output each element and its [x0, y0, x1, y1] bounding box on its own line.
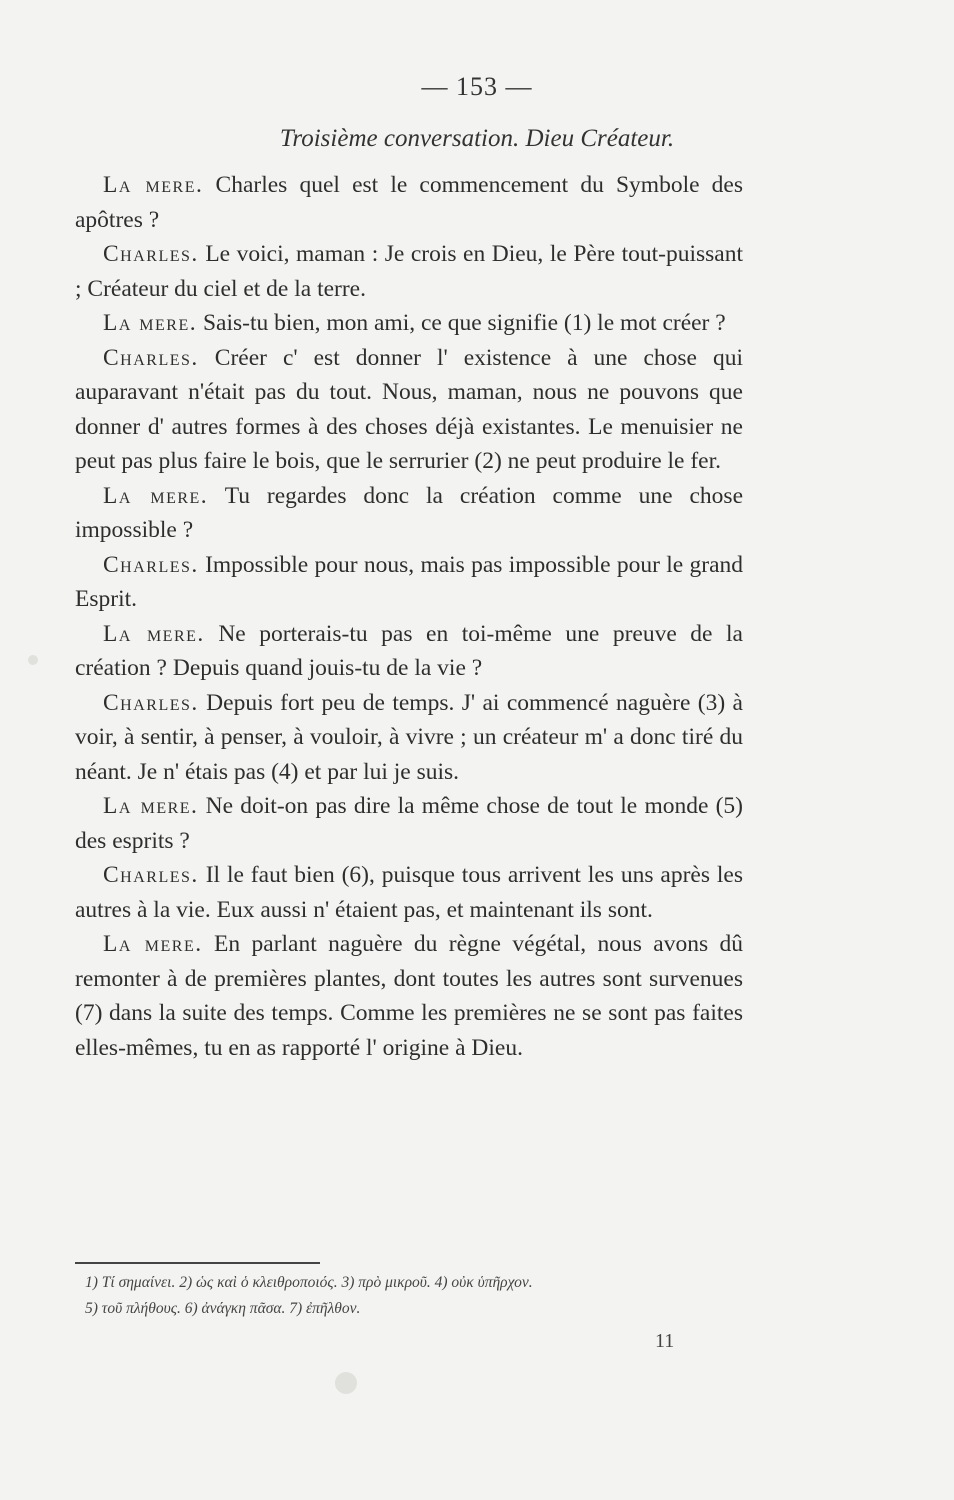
- ink-spot: [28, 655, 38, 665]
- dialogue-paragraph: [75, 168, 743, 237]
- speaker-name: Charles.: [103, 241, 199, 267]
- paragraph-text: Le voici, maman : Je crois en Dieu, le Père tout-puissant ; Créateur du ciel et de la terre.: [75, 241, 744, 302]
- paragraph-text: Depuis fort peu de temps. J' ai commencé naguère (3) à voir, à sentir, à penser, à vouloir, à vivre ; un créateur m' a donc tiré du néant. Je n' étais pas (4) et par lui je suis.: [75, 689, 743, 785]
- signature-mark: 11: [655, 1330, 675, 1352]
- paragraph-text: Tu regardes donc la création comme une chose impossible ?: [75, 482, 744, 543]
- speaker-name: La mere.: [103, 793, 199, 819]
- paragraph-text: Créer c' est donner l' existence à une chose qui auparavant n'était pas du tout. Nous, maman, nous ne pouvons que donner d' autres formes à des choses déjà existantes. Le menuisier ne peut pas plus faire le bois, que le serrurier (2) ne peut produire le fer.: [75, 344, 744, 474]
- footnotes: [75, 1270, 745, 1322]
- footnote-divider: [75, 1262, 320, 1264]
- speaker-name: La mere.: [103, 172, 204, 198]
- footnote-line: 5) τοῦ πλήθους. 6) ἀνάγκη πᾶσα. 7) ἐπῆλθον.: [85, 1300, 361, 1317]
- section-title: Troisième conversation. Dieu Créateur.: [279, 125, 675, 152]
- speaker-name: La mere.: [103, 620, 205, 647]
- speaker-name: La mere.: [103, 310, 198, 336]
- dialogue-paragraph: [75, 479, 743, 548]
- speaker-name: Charles.: [103, 551, 199, 578]
- speaker-name: Charles.: [103, 344, 199, 371]
- paragraph-text: Ne porterais-tu pas en toi-même une preuve de la création ? Depuis quand jouis-tu de la vie ?: [75, 620, 743, 681]
- paragraph-text: Sais-tu bien, mon ami, ce que signifie (1) le mot créer ?: [202, 310, 726, 336]
- dialogue-paragraph: [75, 686, 743, 790]
- dialogue-paragraph: [75, 341, 743, 479]
- paragraph-text: Ne doit-on pas dire la même chose de tout le monde (5) des esprits ?: [75, 793, 744, 854]
- page-number-header: — 153 —: [421, 72, 533, 101]
- dialogue-paragraph: [75, 858, 743, 927]
- speaker-name: La mere.: [103, 482, 209, 509]
- dialogue-paragraph: [75, 927, 743, 1065]
- speaker-name: Charles.: [103, 862, 199, 888]
- paragraph-text: Impossible pour nous, mais pas impossible pour le grand Esprit.: [75, 551, 743, 612]
- dialogue-paragraph: [75, 306, 743, 341]
- ink-spot: [335, 1372, 357, 1394]
- dialogue-paragraph: [75, 617, 743, 686]
- speaker-name: Charles.: [103, 689, 199, 716]
- paragraph-text: Il le faut bien (6), puisque tous arrivent les uns après les autres à la vie. Eux aussi n' étaient pas, et maintenant ils sont.: [75, 862, 743, 923]
- dialogue-paragraph: [75, 548, 743, 617]
- dialogue-body: [75, 168, 743, 1065]
- dialogue-paragraph: [75, 237, 743, 306]
- paragraph-text: Charles quel est le commencement du Symbole des apôtres ?: [75, 172, 744, 233]
- footnote-line: 1) Τί σημαίνει. 2) ὡς καὶ ὁ κλειθροποιός. 3) πρὸ μικροῦ. 4) οὐκ ὑπῆρχον.: [85, 1274, 533, 1291]
- speaker-name: La mere.: [103, 931, 203, 957]
- paragraph-text: En parlant naguère du règne végétal, nous avons dû remonter à de premières plantes, dont toutes les autres sont survenues (7) dans la suite des temps. Comme les premières ne se sont pas faites elles-mêmes, tu en as rapporté l' origine à Dieu.: [75, 931, 743, 1061]
- dialogue-paragraph: [75, 789, 743, 858]
